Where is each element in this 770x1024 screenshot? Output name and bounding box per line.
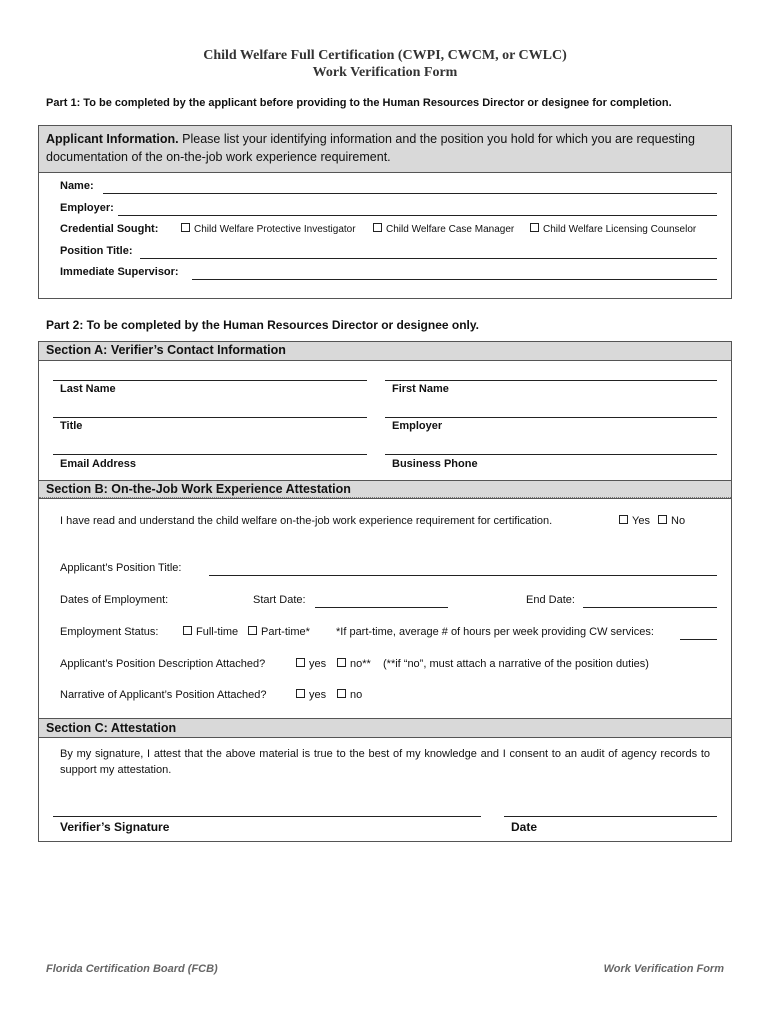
applicant-info-description: Please list your identifying information and the position you hold for which you are requesting documentation of the on-the-job work experience requirement.	[46, 132, 695, 164]
credential-option-cwpi[interactable]: Child Welfare Protective Investigator	[181, 223, 356, 235]
checkbox-icon	[337, 689, 346, 698]
date-field[interactable]	[504, 816, 717, 817]
first-name-field[interactable]	[385, 380, 717, 381]
section-c-statement: By my signature, I attest that the above material is true to the best of my knowledge and I consent to an audit of agency records to support my attestation.	[60, 748, 710, 776]
form-subtitle: Work Verification Form	[312, 65, 458, 80]
position-title-field[interactable]	[140, 258, 717, 259]
employer-field[interactable]	[118, 215, 717, 216]
form-title: Child Welfare Full Certification (CWPI, CWCM, or CWLC)	[203, 48, 567, 63]
applicant-info-title: Applicant Information.	[46, 132, 179, 146]
start-date-field[interactable]	[315, 607, 448, 608]
applicant-info-text	[46, 130, 726, 166]
footer-left: Florida Certification Board (FCB)	[46, 963, 218, 975]
name-label: Name:	[60, 180, 94, 192]
phone-label: Business Phone	[392, 458, 478, 470]
applicant-position-label: Applicant’s Position Title:	[60, 562, 182, 574]
checkbox-icon	[296, 658, 305, 667]
checkbox-icon	[658, 515, 667, 524]
description-label: Applicant’s Position Description Attached?	[60, 658, 266, 670]
end-date-field[interactable]	[583, 607, 717, 608]
hours-field[interactable]	[680, 639, 717, 640]
section-a-title: Section A: Verifier’s Contact Information	[46, 343, 286, 357]
narrative-no[interactable]: no	[337, 689, 362, 701]
description-note: (**if “no”, must attach a narrative of the position duties)	[383, 658, 649, 670]
section-b-title: Section B: On-the-Job Work Experience Attestation	[46, 482, 351, 496]
dates-label: Dates of Employment:	[60, 594, 169, 606]
status-label: Employment Status:	[60, 626, 159, 638]
narrative-yes[interactable]: yes	[296, 689, 326, 701]
employer-label: Employer:	[60, 202, 114, 214]
attestation-statement: I have read and understand the child welfare on-the-job work experience requirement for certification.	[60, 515, 553, 527]
credential-option-cwlc[interactable]: Child Welfare Licensing Counselor	[530, 223, 696, 235]
first-name-label: First Name	[392, 383, 449, 395]
checkbox-icon	[248, 626, 257, 635]
end-date-label: End Date:	[526, 594, 575, 606]
checkbox-icon	[373, 223, 382, 232]
phone-field[interactable]	[385, 454, 717, 455]
attestation-yes[interactable]: Yes	[619, 515, 650, 527]
part1-instruction: Part 1: To be completed by the applicant before providing to the Human Resources Director or designee for completion.	[46, 97, 672, 109]
verifier-employer-field[interactable]	[385, 417, 717, 418]
email-field[interactable]	[53, 454, 367, 455]
description-yes[interactable]: yes	[296, 658, 326, 670]
last-name-field[interactable]	[53, 380, 367, 381]
footer-right: Work Verification Form	[603, 963, 724, 975]
title-field[interactable]	[53, 417, 367, 418]
name-field[interactable]	[103, 193, 717, 194]
start-date-label: Start Date:	[253, 594, 306, 606]
verifier-employer-label: Employer	[392, 420, 443, 432]
description-no[interactable]: no**	[337, 658, 371, 670]
checkbox-icon	[530, 223, 539, 232]
section-c-title: Section C: Attestation	[46, 721, 177, 735]
applicant-position-field[interactable]	[209, 575, 717, 576]
checkbox-icon	[337, 658, 346, 667]
parttime-note: *If part-time, average # of hours per week providing CW services:	[336, 626, 654, 638]
fulltime-option[interactable]: Full-time	[183, 626, 238, 638]
position-title-label: Position Title:	[60, 245, 133, 257]
signature-field[interactable]	[53, 816, 481, 817]
supervisor-field[interactable]	[192, 279, 717, 280]
checkbox-icon	[619, 515, 628, 524]
title-label: Title	[60, 420, 83, 432]
checkbox-icon	[183, 626, 192, 635]
checkbox-icon	[296, 689, 305, 698]
narrative-label: Narrative of Applicant’s Position Attached?	[60, 689, 267, 701]
part2-instruction: Part 2: To be completed by the Human Resources Director or designee only.	[46, 318, 479, 332]
date-label: Date	[511, 820, 538, 834]
signature-label: Verifier’s Signature	[60, 820, 170, 834]
supervisor-label: Immediate Supervisor:	[60, 266, 179, 278]
checkbox-icon	[181, 223, 190, 232]
email-label: Email Address	[60, 458, 137, 470]
section-b-divider	[39, 497, 731, 498]
credential-option-cwcm[interactable]: Child Welfare Case Manager	[373, 223, 514, 235]
last-name-label: Last Name	[60, 383, 116, 395]
parttime-option[interactable]: Part-time*	[248, 626, 310, 638]
attestation-no[interactable]: No	[658, 515, 685, 527]
credential-label: Credential Sought:	[60, 223, 159, 235]
